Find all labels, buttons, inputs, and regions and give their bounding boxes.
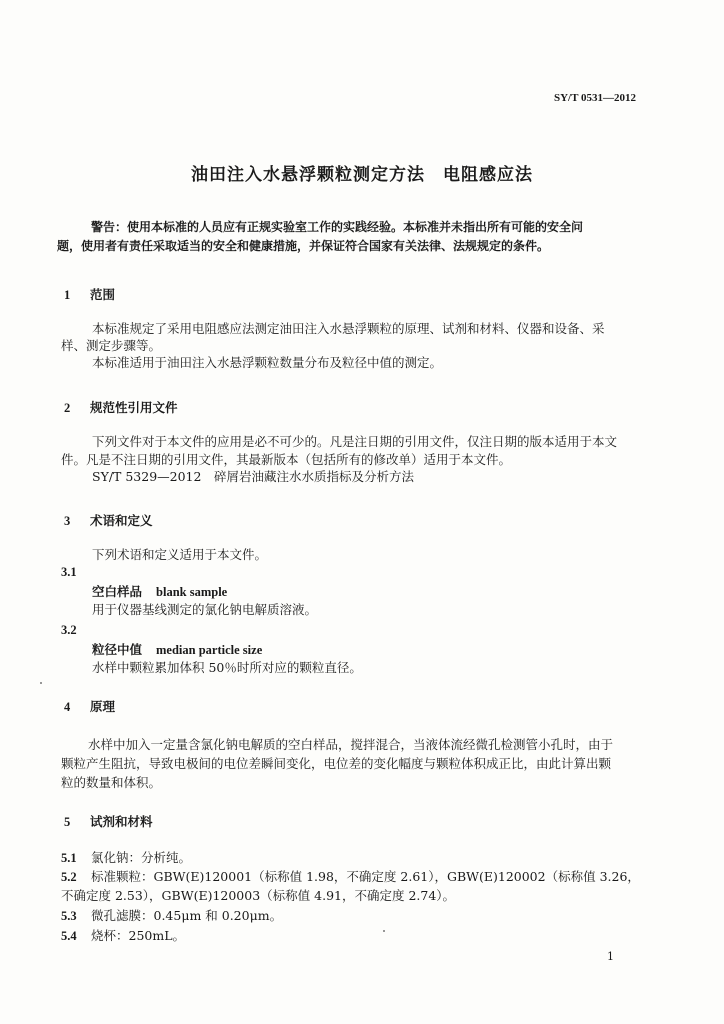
section-3-heading	[64, 511, 153, 529]
section-5-title: 试剂和材料	[90, 814, 153, 829]
item-5-1	[61, 848, 191, 868]
section-5-number: 5	[64, 815, 71, 829]
scan-speck	[383, 930, 385, 932]
section-2-para-line-1: 下列文件对于本文件的应用是必不可少的。凡是注日期的引用文件，仅注日期的版本适用于本文	[92, 434, 618, 449]
item-5-2-line-2: 不确定度 2.53），GBW(E)120003（标称值 4.91，不确定度 2.74）。	[61, 888, 456, 903]
section-1-heading	[64, 285, 115, 303]
term-3-2-number: 3.2	[61, 623, 77, 637]
term-3-1-line	[92, 582, 227, 602]
item-5-1-number: 5.1	[61, 851, 77, 865]
section-4-number: 4	[64, 700, 71, 714]
warning-line-1: 警告：使用本标准的人员应有正规实验室工作的实践经验。本标准并未指出所有可能的安全问	[91, 220, 584, 234]
page-number: 1	[607, 950, 614, 963]
term-3-1-chinese: 空白样品	[92, 584, 143, 599]
item-5-3-text: 微孔滤膜：0.45μm 和 0.20μm。	[91, 908, 283, 923]
item-5-2-line-1: 标准颗粒：GBW(E)120001（标称值 1.98，不确定度 2.61），GBW(E)120002（标称值 3.26，	[91, 869, 640, 884]
term-3-1-definition: 用于仪器基线测定的氯化钠电解质溶液。	[92, 602, 318, 617]
item-5-4-text: 烧杯：250mL。	[91, 928, 186, 943]
scan-speck	[40, 682, 42, 684]
section-1-para-1-line-2: 样、测定步骤等。	[61, 338, 162, 353]
item-5-3	[61, 906, 282, 926]
item-5-1-text: 氯化钠：分析纯。	[91, 850, 192, 865]
section-1-para-1-line-1: 本标准规定了采用电阻感应法测定油田注入水悬浮颗粒的原理、试剂和材料、仪器和设备、采	[92, 321, 605, 336]
section-2-reference: SY/T 5329—2012 碎屑岩油藏注水水质指标及分析方法	[92, 469, 414, 484]
section-3-number: 3	[64, 514, 71, 528]
term-3-1-english: blank sample	[156, 585, 228, 599]
section-2-para-line-2: 件。凡是不注日期的引用文件，其最新版本（包括所有的修改单）适用于本文件。	[61, 452, 512, 467]
section-1-para-2: 本标准适用于油田注入水悬浮颗粒数量分布及粒径中值的测定。	[92, 355, 443, 370]
item-5-4-number: 5.4	[61, 929, 77, 943]
term-3-2-english: median particle size	[156, 643, 263, 657]
section-2-title: 规范性引用文件	[90, 400, 178, 415]
item-5-2-number: 5.2	[61, 870, 77, 884]
standard-number: SY/T 0531—2012	[553, 92, 636, 104]
section-2-number: 2	[64, 401, 71, 415]
item-5-4	[61, 926, 185, 946]
item-5-2	[61, 867, 640, 887]
section-4-line-2: 颗粒产生阻抗，导致电极间的电位差瞬间变化，电位差的变化幅度与颗粒体积成正比，由此计算出颗	[61, 756, 612, 771]
document-title: 油田注入水悬浮颗粒测定方法 电阻感应法	[191, 165, 533, 185]
section-5-heading	[64, 812, 153, 830]
term-3-2-chinese: 粒径中值	[92, 642, 143, 657]
term-3-1-number: 3.1	[61, 565, 77, 579]
section-4-heading	[64, 697, 115, 715]
section-4-line-3: 粒的数量和体积。	[61, 775, 162, 790]
term-3-2-line	[92, 640, 262, 660]
section-1-number: 1	[64, 288, 71, 302]
warning-line-2: 题，使用者有责任采取适当的安全和健康措施，并保证符合国家有关法律、法规规定的条件。	[57, 239, 550, 253]
section-1-title: 范围	[90, 287, 116, 302]
term-3-2-definition: 水样中颗粒累加体积 50％时所对应的颗粒直径。	[92, 660, 362, 675]
section-4-line-1: 水样中加入一定量含氯化钠电解质的空白样品，搅拌混合，当液体流经微孔检测管小孔时，由于	[88, 737, 614, 752]
section-2-heading	[64, 398, 178, 416]
section-3-title: 术语和定义	[90, 513, 153, 528]
section-4-title: 原理	[90, 699, 116, 714]
section-3-intro: 下列术语和定义适用于本文件。	[92, 547, 268, 562]
item-5-3-number: 5.3	[61, 909, 77, 923]
